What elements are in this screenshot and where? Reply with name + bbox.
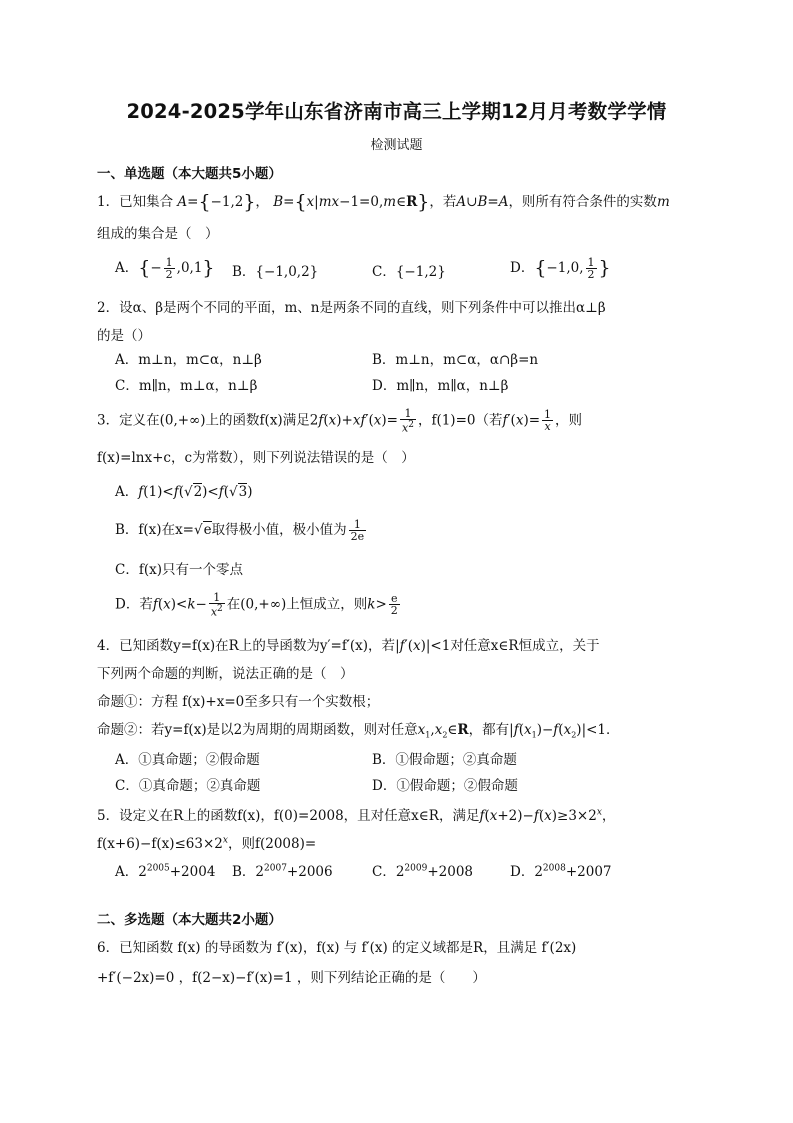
question-1-option-c: C．{−1,2} [372,264,446,280]
question-3-stem-line2: f(x)=lnx+c，c为常数），则下列说法错误的是（ ） [97,450,415,466]
question-2-stem-line2: 的是（） [97,328,151,344]
question-6-stem-line2: +f′(−2x)=0 ，f(2−x)−f′(x)=1 ，则下列结论正确的是（ ） [97,970,486,986]
question-1-stem: 1．已知集合 A={−1,2}， B={x|mx−1=0,m∈R}，若A∪B=A，则所有符合条件的实数m [97,191,670,213]
question-1-option-d: D．{−1,0, $\frac{1}{2}$ } [510,256,611,281]
question-2-option-d: D．m∥n，m∥α，n⊥β [372,378,509,394]
question-4-option-b: B．①假命题；②真命题 [372,752,517,768]
question-4-option-a: A．①真命题；②假命题 [115,752,260,768]
question-4-proposition-2: 命题②：若y=f(x)是以2为周期的周期函数，则对任意$x_1,x_2\in R$，都有$|f(x_1)-f(x_2)|<1$． [97,722,620,740]
question-3-option-d: D．若f(x)<k− $\frac{1}{x^2}$ 在(0,+∞)上恒成立，则k> $\frac{e}{2}$ [115,591,398,619]
question-4-stem-line2: 下列两个命题的判断，说法正确的是（ ） [97,666,354,682]
question-3-option-a: A．f(1)<f(√2)<f(√3) [115,484,253,500]
question-5-stem-line2: $f(x+6)-f(x)\le 63\times 2^x$，则f(2008)= [97,835,317,852]
section-heading-single-choice: 一、单选题（本大题共5小题） [97,166,282,182]
section-heading-multiple-choice: 二、多选题（本大题共2小题） [97,912,282,928]
question-2-option-a: A．m⊥n，m⊂α，n⊥β [115,352,262,368]
question-5-stem: 5．设定义在R上的函数f(x)，f(0)=2008，且对任意x∈R，满足$f(x+2)-f(x)\ge 3\times 2^x$， [97,807,616,824]
question-2-stem: 2．设α、β是两个不同的平面，m、n是两条不同的直线，则下列条件中可以推出α⊥β [97,300,606,316]
question-5-option-b: B．$2^{2007}+2006$ [232,863,333,880]
page-title: 2024-2025学年山东省济南市高三上学期12月月考数学学情 [126,100,667,123]
question-3-stem: 3．定义在(0,+∞)上的函数f(x)满足2f(x)+xf′(x)= $\frac{1}{x^2}$ ，f(1)=0（若f′(x)= $\frac{1}{x}$ ，则 [97,407,583,435]
question-5-option-d: D．$2^{2008}+2007$ [510,863,612,880]
question-1-option-a: A．{− $\frac{1}{2}$ ,0,1} [115,256,215,281]
question-3-option-c: C．f(x)只有一个零点 [115,562,243,578]
question-3-option-b: B．f(x)在x=√e取得极小值，极小值为 $\frac{1}{2e}$ [115,518,365,543]
question-2-option-c: C．m∥n，m⊥α，n⊥β [115,378,258,394]
question-4-option-d: D．①假命题；②假命题 [372,778,518,794]
question-6-stem: 6．已知函数 f(x) 的导函数为 f′(x)，f(x) 与 f′(x) 的定义域都是R，且满足 f′(2x) [97,940,577,956]
question-5-option-a: A．$2^{2005}+2004$ [115,863,216,880]
question-5-option-c: C．$2^{2009}+2008$ [372,863,473,880]
question-2-option-b: B．m⊥n，m⊂α，α∩β=n [372,352,539,368]
question-4-proposition-1: 命题①：方程 f(x)+x=0至多只有一个实数根； [97,694,380,710]
question-1-stem-line2: 组成的集合是（ ） [97,226,219,242]
question-4-option-c: C．①真命题；②真命题 [115,778,261,794]
question-1-option-b: B．{−1,0,2} [232,264,319,280]
question-4-stem: 4．已知函数y=f(x)在R上的导函数为y′=f′(x)，若|f′(x)|<1对任意x∈R恒成立，关于 [97,638,600,654]
page-subtitle: 检测试题 [370,138,423,153]
